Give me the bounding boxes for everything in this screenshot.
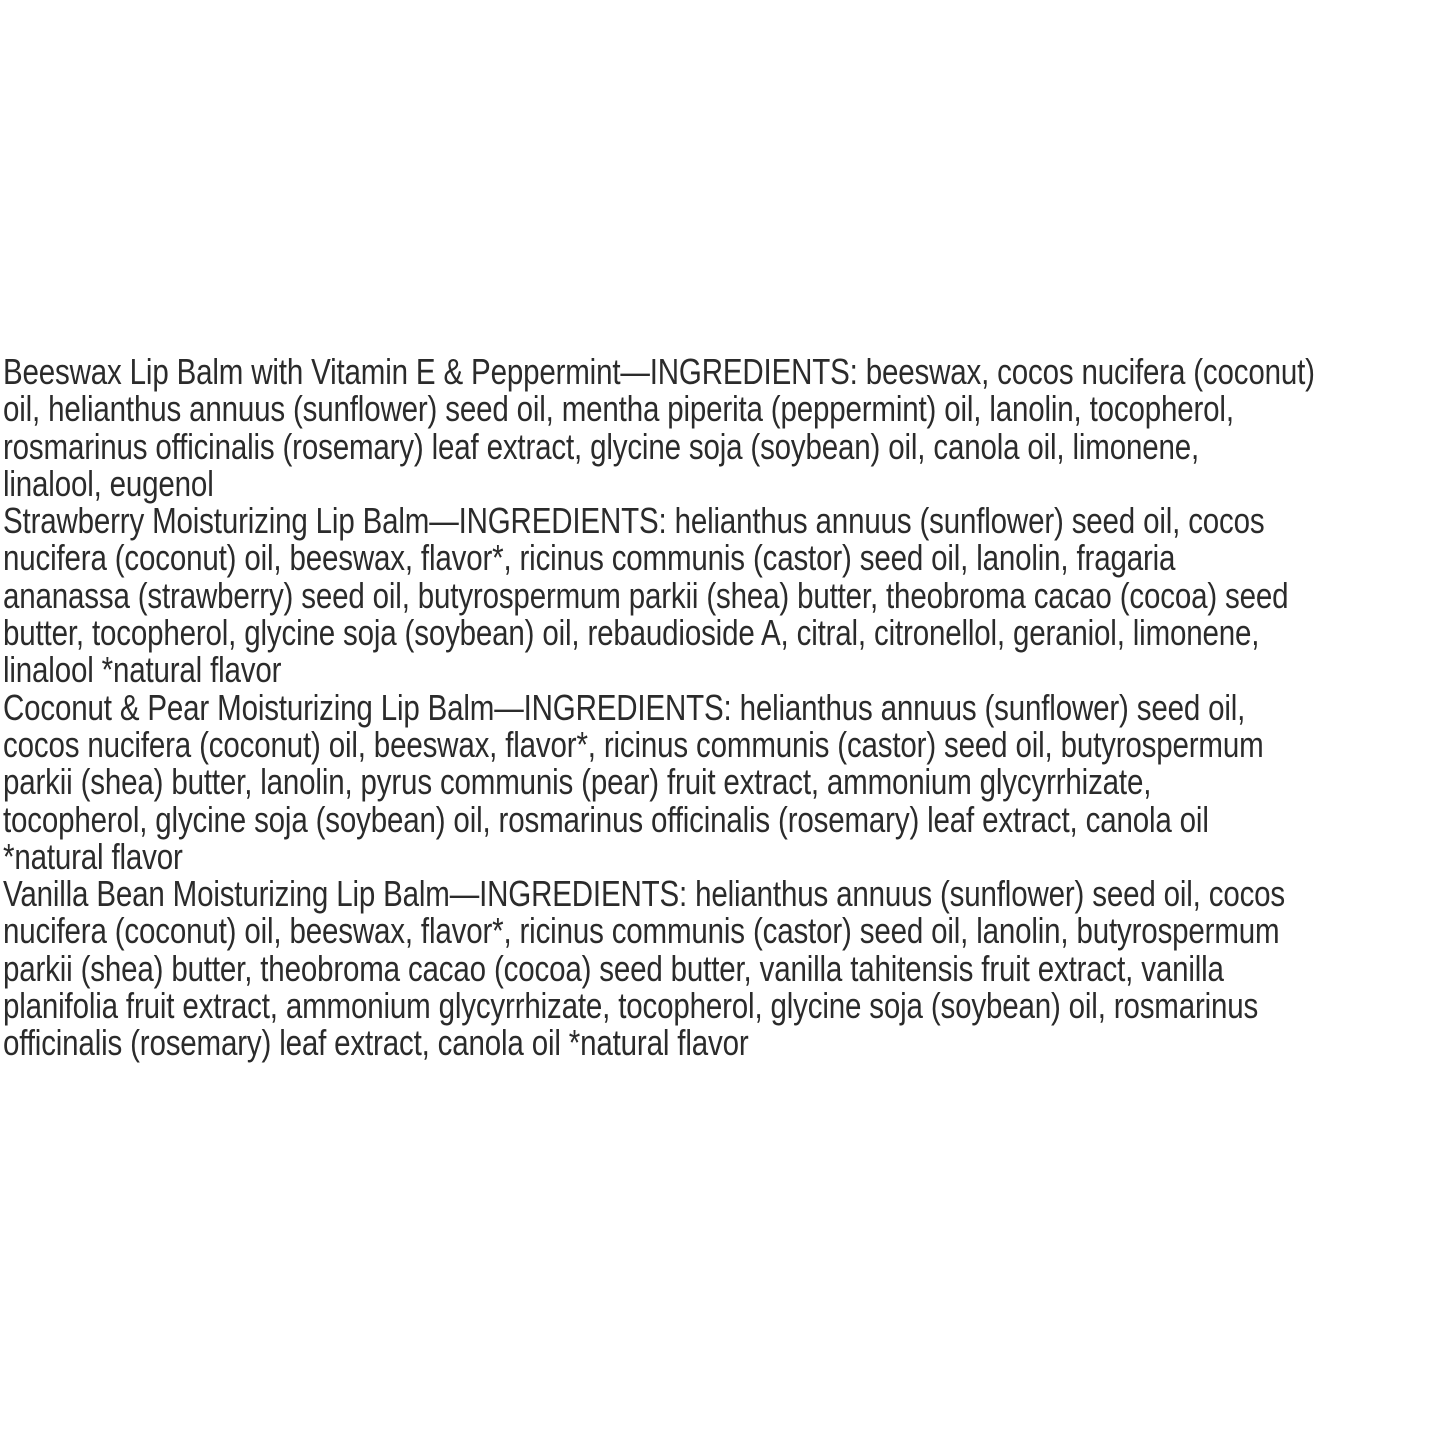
ingredients-text-line: parkii (shea) butter, lanolin, pyrus communis (pear) fruit extract, ammonium glycyrrhizate, <box>3 761 1152 803</box>
ingredients-text-line: tocopherol, glycine soja (soybean) oil, rosmarinus officinalis (rosemary) leaf extract, canola oil <box>3 798 1209 840</box>
product-ingredients-strawberry <box>3 500 1445 691</box>
ingredients-text-line: parkii (shea) butter, theobroma cacao (cocoa) seed butter, vanilla tahitensis fruit extract, vanilla <box>3 947 1224 989</box>
ingredients-text-line: officinalis (rosemary) leaf extract, canola oil *natural flavor <box>3 1022 749 1064</box>
product-ingredients-coconut-pear <box>3 686 1445 877</box>
ingredients-text-line: nucifera (coconut) oil, beeswax, flavor*, ricinus communis (castor) seed oil, lanolin, butyrospermum <box>3 910 1280 952</box>
ingredients-text-line: rosmarinus officinalis (rosemary) leaf extract, glycine soja (soybean) oil, canola oil, limonene, <box>3 425 1200 467</box>
ingredients-text-line: ananassa (strawberry) seed oil, butyrospermum parkii (shea) butter, theobroma cacao (cocoa) seed <box>3 574 1289 616</box>
ingredients-text-line: Coconut & Pear Moisturizing Lip Balm—INGREDIENTS: helianthus annuus (sunflower) seed oil, <box>3 686 1246 728</box>
ingredients-text-line: butter, tocopherol, glycine soja (soybean) oil, rebaudioside A, citral, citronellol, geraniol, limonene, <box>3 612 1260 654</box>
ingredients-text-line: cocos nucifera (coconut) oil, beeswax, flavor*, ricinus communis (castor) seed oil, butyrospermum <box>3 723 1264 765</box>
ingredients-text-line: linalool *natural flavor <box>3 649 282 691</box>
product-ingredients-vanilla-bean <box>3 873 1445 1064</box>
ingredients-label <box>3 353 1445 1062</box>
product-ingredients-beeswax-peppermint <box>3 353 1445 502</box>
ingredients-text-line: nucifera (coconut) oil, beeswax, flavor*, ricinus communis (castor) seed oil, lanolin, fragaria <box>3 537 1176 579</box>
ingredients-text-line: Vanilla Bean Moisturizing Lip Balm—INGREDIENTS: helianthus annuus (sunflower) seed oil, cocos <box>3 873 1286 915</box>
ingredients-text-line: planifolia fruit extract, ammonium glycyrrhizate, tocopherol, glycine soja (soybean) oil, rosmarinus <box>3 985 1259 1027</box>
ingredients-text-line: Strawberry Moisturizing Lip Balm—INGREDIENTS: helianthus annuus (sunflower) seed oil, cocos <box>3 500 1265 542</box>
ingredients-text-line: linalool, eugenol <box>3 462 214 504</box>
ingredients-text-line: Beeswax Lip Balm with Vitamin E & Peppermint—INGREDIENTS: beeswax, cocos nucifera (coconut) <box>3 351 1315 392</box>
ingredients-text-line: *natural flavor <box>3 835 183 877</box>
ingredients-text-line: oil, helianthus annuus (sunflower) seed oil, mentha piperita (peppermint) oil, lanolin, tocopherol, <box>3 388 1234 430</box>
